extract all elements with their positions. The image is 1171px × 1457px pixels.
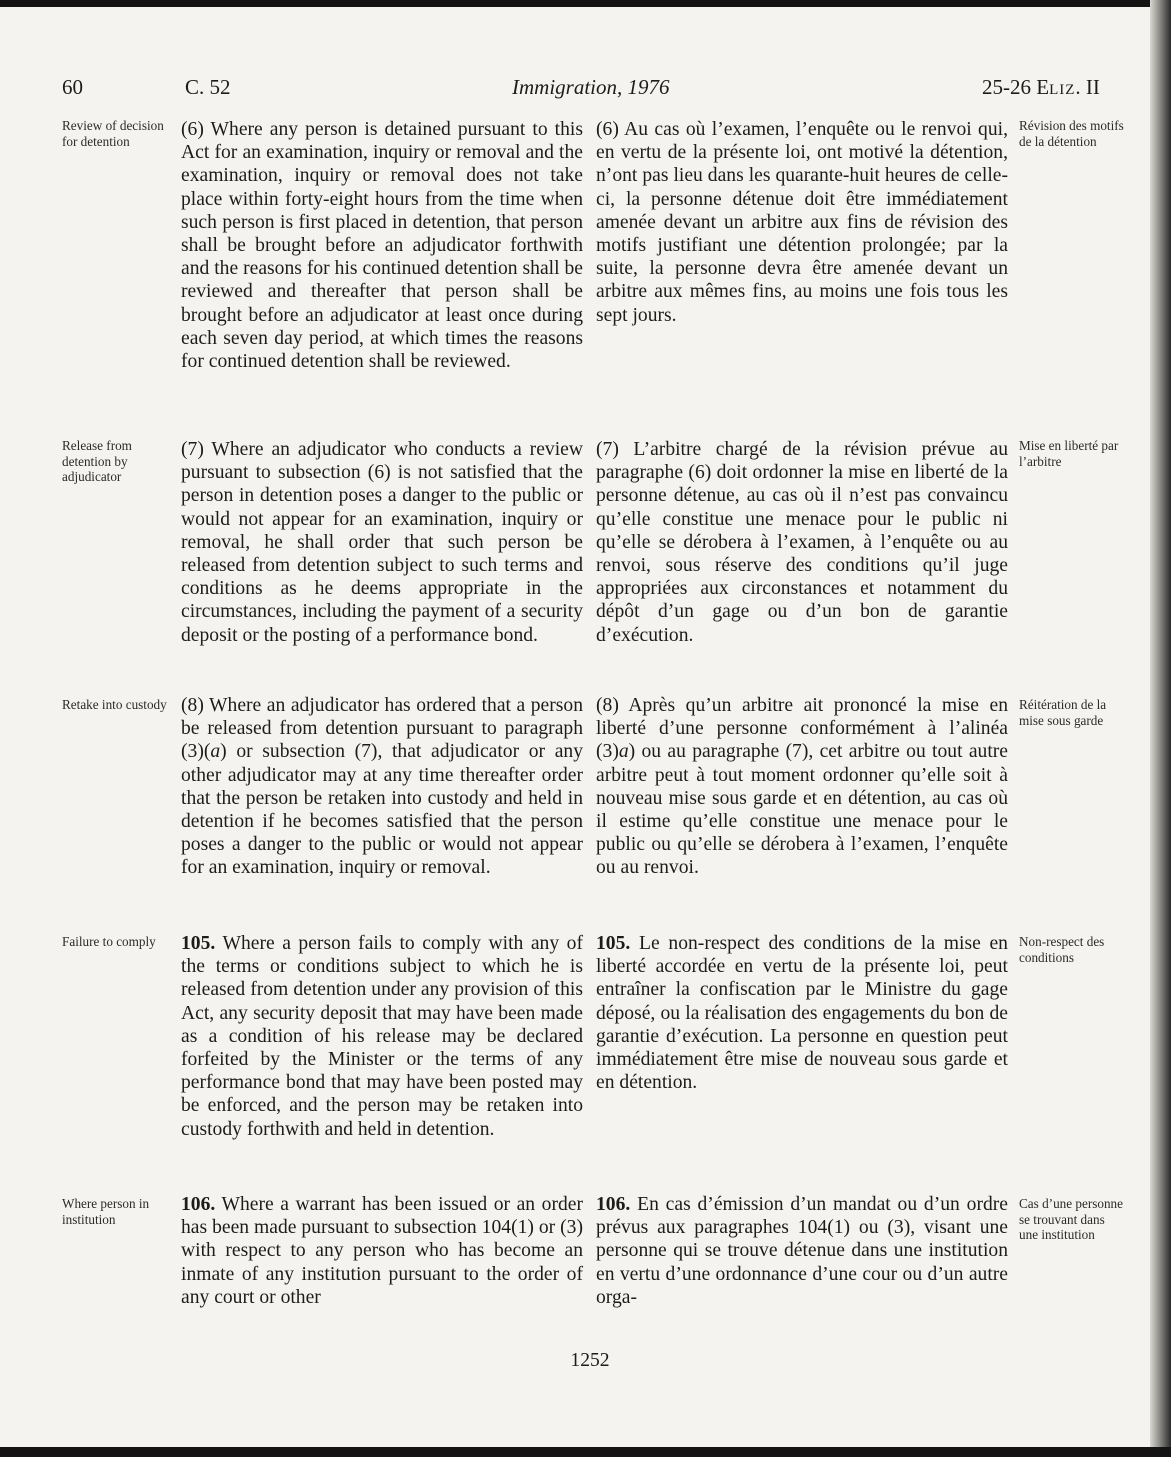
text-part: Le non-respect des conditions de la mise en liberté accordée en vertu de la présente loi, peut entraîner la confiscation par le Ministre du gage déposé, ou la réalisation des engagements du bon de garantie d’exécution. La personne en question peut immédiatement être mise de nouveau sous garde et en détention.	[596, 933, 1008, 1094]
text-italic: a	[210, 741, 221, 763]
text-part: En cas d’émission d’un mandat ou d’un ordre prévus aux paragraphes 104(1) ou (3), visant une personne qui se trouve détenue dans une institution en vertu d’une ordonnance d’une cour ou d’un autre orga-	[596, 1194, 1008, 1308]
page-edge-top	[0, 0, 1171, 7]
provision-text-fr: (7) L’arbitre chargé de la révision prévue au paragraphe (6) doit ordonner la mise en liberté de la personne détenue, au cas où il n’est pas convaincu qu’elle constitue une menace pour le public ni qu’elle se dérobera à l’examen, à l’enquête ou au renvoi, sous réserve des conditions qu’il juge appropriées aux circonstances et notamment du dépôt d’un gage ou d’un bon de garantie d’exécution.	[596, 439, 1008, 646]
provision-text-fr	[596, 932, 1008, 1094]
provision-text-en	[181, 694, 583, 880]
section-number: 106.	[596, 1194, 631, 1215]
text-part: ) or subsection (7), that adjudicator or any other adjudicator may at any time thereafter order that the person be retaken into custody and held in detention if he becomes satisfied that the person poses a danger to the public or would not appear for an examination, inquiry or removal.	[181, 741, 583, 879]
text-part: Where a warrant has been issued or an order has been made pursuant to subsection 104(1) or (3) with respect to any person who has become an inmate of any institution pursuant to the order of any court or other	[181, 1194, 584, 1308]
provision-text-fr	[596, 1193, 1008, 1309]
text-part: ) ou au paragraphe (7), cet arbitre ou tout autre arbitre peut à tout moment ordonner qu’elle soit à nouveau mise sous garde et en détention, au cas où il estime qu’elle constitue une menace pour le public ou qu’elle se dérobera à l’examen, l’enquête ou au renvoi.	[596, 741, 1008, 879]
marginal-note-fr: Non-respect des conditions	[1019, 934, 1105, 965]
provision-text-fr	[596, 694, 1008, 880]
provision-text-en: (6) Where any person is detained pursuant to this Act for an examination, inquiry or removal and the examination, inquiry or removal does not take place within forty-eight hours from the time when such person is first placed in detention, that person shall be brought before an adjudicator forthwith and the reasons for his continued detention shall be reviewed and thereafter that person shall be brought before an adjudicator at least once during each seven day period, at which times the reasons for continued detention shall be reviewed.	[181, 119, 583, 373]
section-number: 106.	[181, 1194, 216, 1215]
header-regnal-year	[982, 74, 1100, 103]
text-italic: a	[618, 741, 629, 763]
provision-text-fr: (6) Au cas où l’examen, l’enquête ou le renvoi qui, en vertu de la présente loi, ont motivé la détention, n’ont pas lieu dans les quarante-huit heures de celle-ci, la personne détenue doit être immédiatement amenée devant un arbitre aux fins de révision des motifs justifiant une détention prolongée; par la suite, la personne devra être amenée devant un arbitre aux mêmes fins, au moins une fois tous les sept jours.	[596, 119, 1008, 326]
regnal-year-smallcaps: LIZ	[1049, 82, 1076, 98]
regnal-year-suffix: . II	[1075, 75, 1100, 99]
regnal-year-prefix: 25-26 E	[982, 75, 1050, 99]
marginal-note-fr: Réitération de la mise sous garde	[1019, 697, 1107, 728]
text-part: (8) Where an adjudicator has ordered that a person be released from detention pursuant to paragraph (3)(	[181, 695, 583, 763]
section-number: 105.	[596, 933, 631, 954]
provision-text-en	[181, 932, 583, 1141]
marginal-note-fr: Cas d’une personne se trouvant dans une institution	[1019, 1196, 1124, 1243]
header-page-number: 60	[62, 75, 83, 99]
marginal-note-fr: Révision des motifs de la détention	[1019, 118, 1124, 149]
marginal-note-en: Retake into custody	[62, 697, 167, 712]
marginal-note-en: Release from detention by adjudicator	[62, 438, 132, 485]
marginal-note-en: Where person in institution	[62, 1196, 150, 1227]
marginal-note-en: Failure to comply	[62, 934, 156, 949]
text-part: Where a person fails to comply with any of the terms or conditions subject to which he is released from detention under any provision of this Act, any security deposit that may have been made as a condition of his release may be declared forfeited by the Minister or the terms of any performance bond that may have been posted may be enforced, and the person may be retaken into custody forthwith and held in detention.	[181, 933, 583, 1140]
header-title: Immigration, 1976	[512, 75, 670, 99]
text-part: (8) Après qu’un arbitre ait prononcé la mise en liberté d’une personne conformément à l’alinéa (3)	[596, 695, 1008, 763]
provision-text-en: (7) Where an adjudicator who conducts a review pursuant to subsection (6) is not satisfied that the person in detention poses a danger to the public or would not appear for an examination, inquiry or removal, he shall order that such person be released from detention subject to such terms and conditions as he deems appropriate in the circumstances, including the payment of a security deposit or the posting of a performance bond.	[181, 439, 583, 646]
marginal-note-en: Review of decision for detention	[62, 118, 164, 149]
header-chapter: C. 52	[185, 75, 231, 99]
page-edge-bottom	[0, 1447, 1171, 1457]
section-number: 105.	[181, 933, 216, 954]
provision-text-en	[181, 1193, 583, 1309]
marginal-note-fr: Mise en liberté par l’arbitre	[1019, 438, 1119, 469]
footer-page-number: 1252	[570, 1350, 610, 1371]
page-gutter-shadow	[1150, 0, 1171, 1457]
